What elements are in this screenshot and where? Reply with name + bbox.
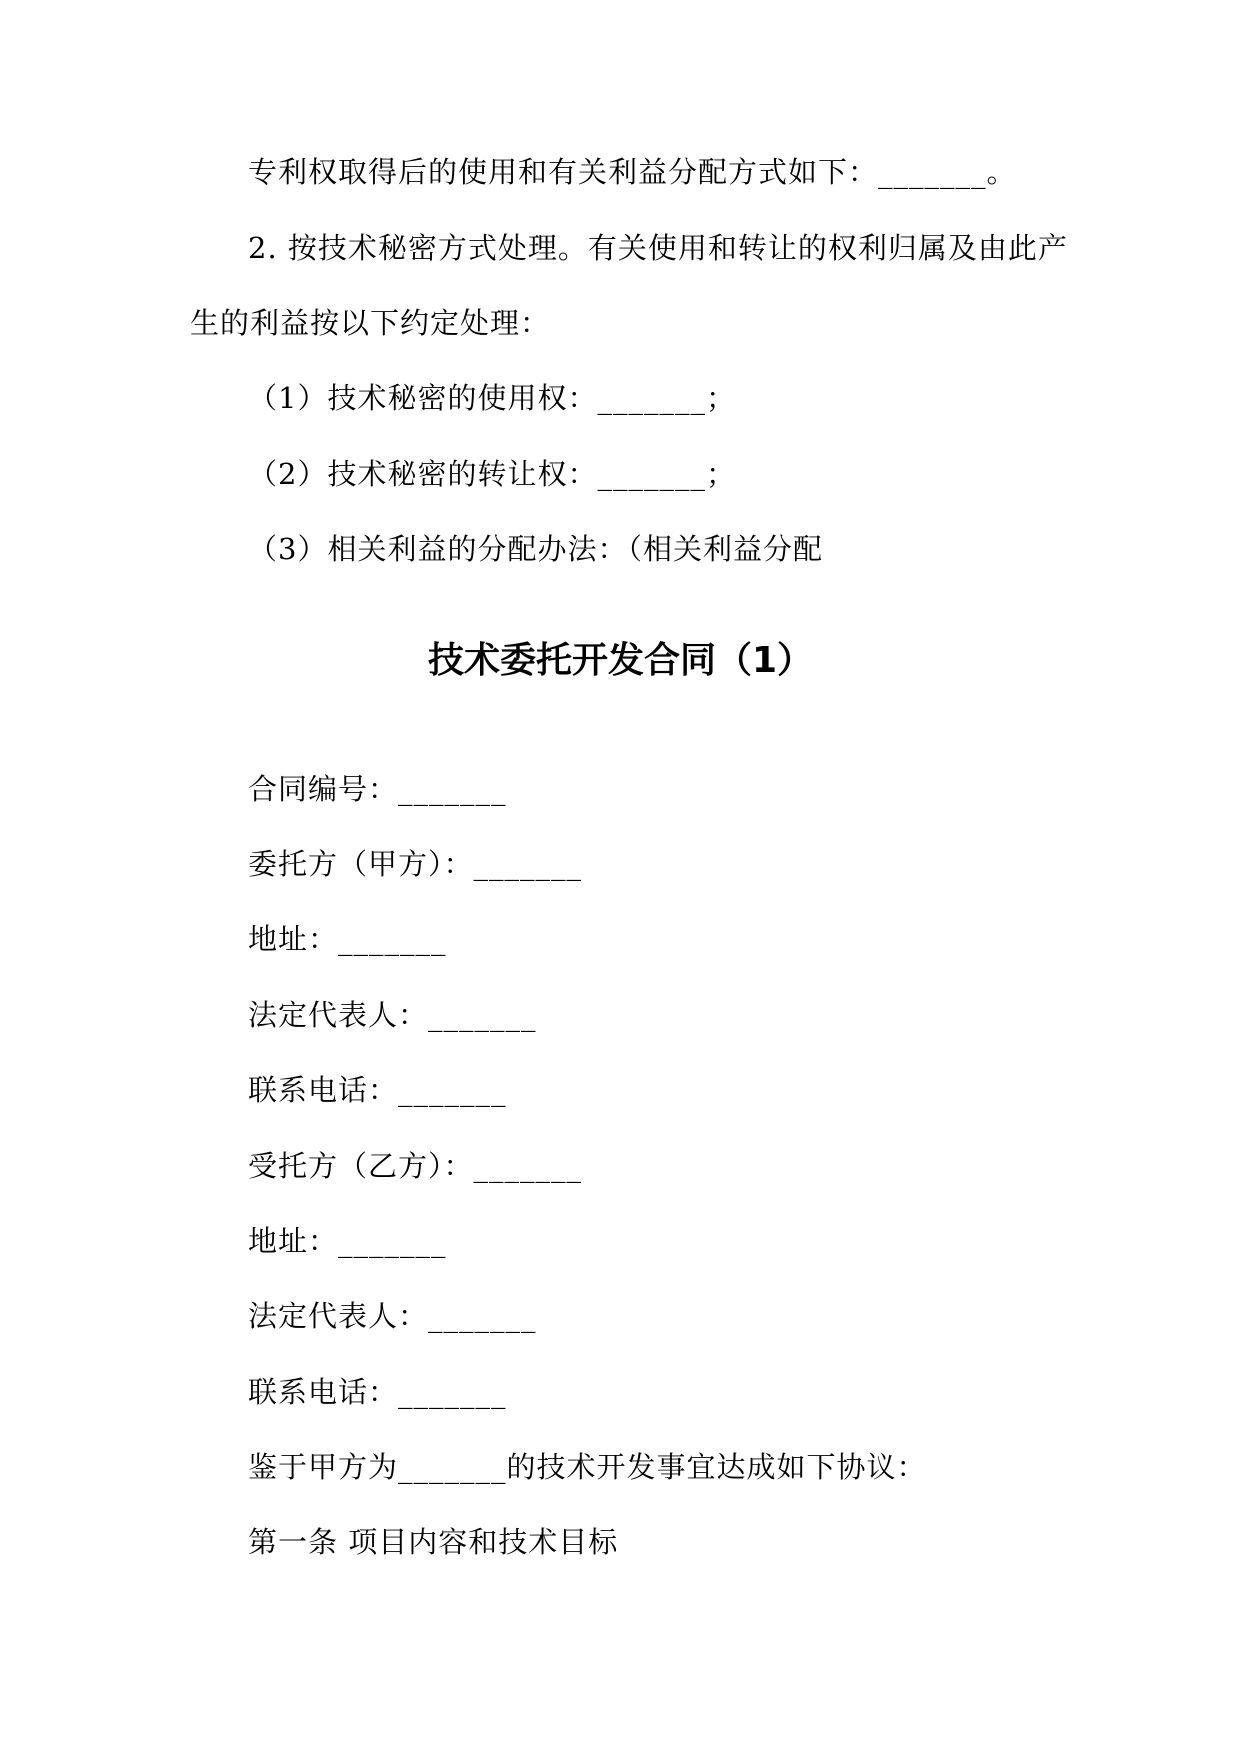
field-contractor-party: 受托方（乙方）：_______ [248,1149,583,1183]
paragraph-patent-usage: 专利权取得后的使用和有关利益分配方式如下：_______。 [248,155,1017,189]
article-one-heading: 第一条 项目内容和技术目标 [248,1525,619,1559]
item-usage-right: （1）技术秘密的使用权：_______； [248,381,736,415]
paragraph-trade-secret-continued: 生的利益按以下约定处理： [190,306,551,340]
field-client-phone: 联系电话：_______ [248,1073,507,1107]
paragraph-trade-secret-intro: 2. 按技术秘密方式处理。有关使用和转让的权利归属及由此产 [248,231,1068,265]
field-contractor-address: 地址：_______ [248,1224,447,1258]
item-benefit-distribution: （3）相关利益的分配办法：（相关利益分配 [248,532,823,566]
field-client-legal-rep: 法定代表人：_______ [248,998,537,1032]
field-contractor-legal-rep: 法定代表人：_______ [248,1299,537,1333]
paragraph-agreement-preamble: 鉴于甲方为_______的技术开发事宜达成如下协议： [248,1450,927,1484]
field-contractor-phone: 联系电话：_______ [248,1375,507,1409]
field-client-party: 委托方（甲方）：_______ [248,847,583,881]
field-client-address: 地址：_______ [248,922,447,956]
contract-title: 技术委托开发合同（1） [427,640,814,681]
item-transfer-right: （2）技术秘密的转让权：_______； [248,457,736,491]
field-contract-number: 合同编号：_______ [248,772,507,806]
